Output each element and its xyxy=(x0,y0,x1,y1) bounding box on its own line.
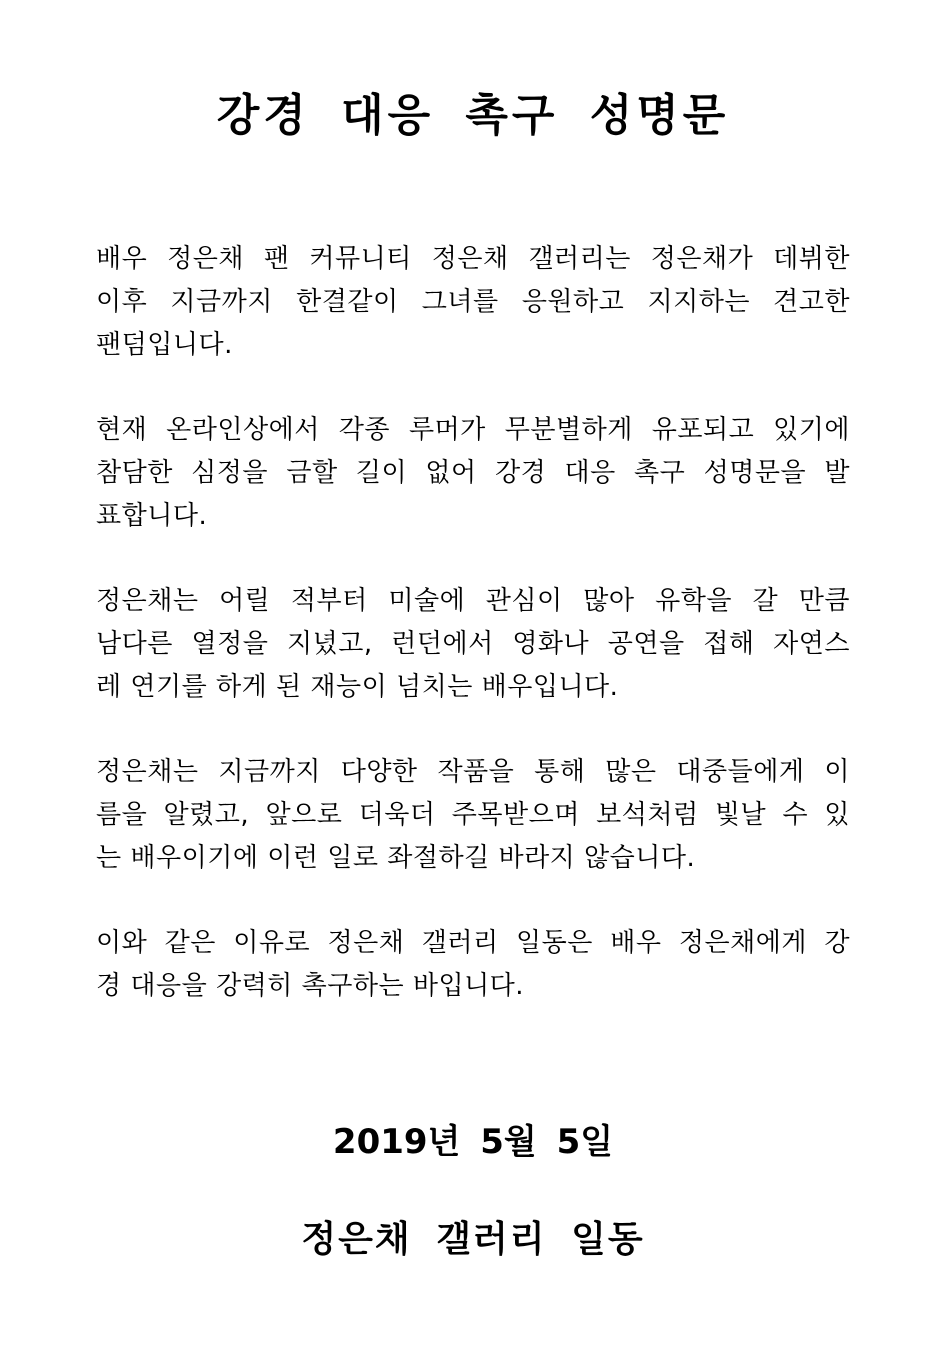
paragraph-line: 참담한 심정을 금할 길이 없어 강경 대응 촉구 성명문을 발 xyxy=(96,458,850,488)
paragraph-5 xyxy=(96,922,850,1008)
paragraph-line: 이와 같은 이유로 정은채 갤러리 일동은 배우 정은채에게 강 xyxy=(96,928,850,958)
statement-signature: 정은채 갤러리 일동 xyxy=(301,1219,645,1260)
statement-body xyxy=(96,238,850,1050)
paragraph-line: 이후 지금까지 한결같이 그녀를 응원하고 지지하는 견고한 xyxy=(96,287,850,317)
paragraph-1 xyxy=(96,238,850,367)
paragraph-line: 배우 정은채 팬 커뮤니티 정은채 갤러리는 정은채가 데뷔한 xyxy=(96,244,850,274)
paragraph-line: 표합니다. xyxy=(96,501,208,531)
paragraph-line: 는 배우이기에 이런 일로 좌절하길 바라지 않습니다. xyxy=(96,843,696,873)
paragraph-4 xyxy=(96,751,850,880)
paragraph-line: 정은채는 어릴 적부터 미술에 관심이 많아 유학을 갈 만큼 xyxy=(96,586,850,616)
paragraph-line: 정은채는 지금까지 다양한 작품을 통해 많은 대중들에게 이 xyxy=(96,757,850,787)
paragraph-line: 팬덤입니다. xyxy=(96,330,233,360)
paragraph-line: 름을 알렸고, 앞으로 더욱더 주목받으며 보석처럼 빛날 수 있 xyxy=(96,800,850,830)
statement-title: 강경 대응 촉구 성명문 xyxy=(216,90,730,141)
statement-date: 2019년 5월 5일 xyxy=(332,1122,614,1162)
paragraph-line: 레 연기를 하게 된 재능이 넘치는 배우입니다. xyxy=(96,672,619,702)
paragraph-line: 남다른 열정을 지녔고, 런던에서 영화나 공연을 접해 자연스 xyxy=(96,629,850,659)
paragraph-line: 경 대응을 강력히 촉구하는 바입니다. xyxy=(96,971,525,1001)
paragraph-2 xyxy=(96,409,850,538)
paragraph-3 xyxy=(96,580,850,709)
paragraph-line: 현재 온라인상에서 각종 루머가 무분별하게 유포되고 있기에 xyxy=(96,415,850,445)
